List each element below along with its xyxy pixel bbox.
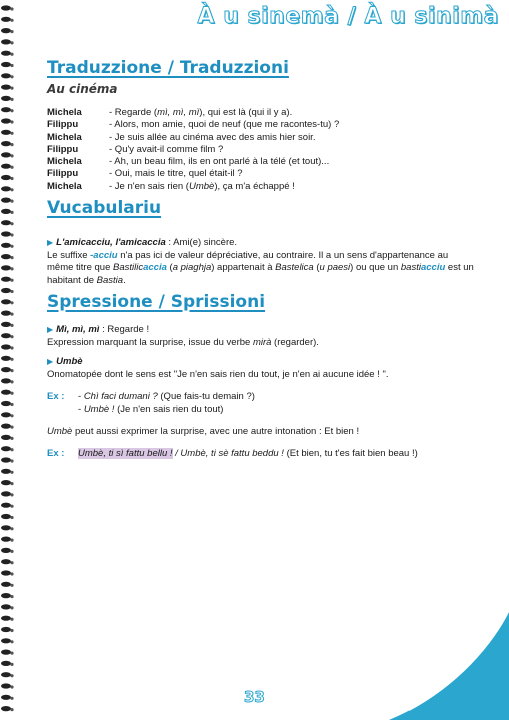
spiral-hole — [10, 211, 13, 214]
corner-decoration — [389, 610, 509, 720]
spiral-coil — [1, 130, 11, 135]
spiral-hole — [10, 392, 13, 395]
spiral-coil — [1, 265, 11, 270]
spiral-coil — [1, 616, 11, 621]
spiral-coil — [1, 480, 11, 485]
spiral-coil — [1, 85, 11, 90]
spiral-coil — [1, 695, 11, 700]
section-title-traduzzione: Traduzzione / Traduzzioni — [47, 58, 289, 78]
spiral-coil — [1, 288, 11, 293]
spiral-hole — [10, 245, 13, 248]
speaker: Filippu — [47, 119, 79, 131]
spiral-coil — [1, 356, 11, 361]
spiral-hole — [10, 426, 13, 429]
spiral-coil — [1, 62, 11, 67]
spiral-coil — [1, 5, 11, 10]
bullet-triangle-icon: ▶ — [47, 357, 54, 366]
spiral-hole — [10, 233, 13, 236]
spiral-hole — [10, 527, 13, 530]
spiral-coil — [1, 73, 11, 78]
page-number: 33 — [244, 688, 265, 706]
spiral-binding — [0, 0, 16, 720]
spiral-hole — [10, 482, 13, 485]
speaker: Michela — [47, 107, 82, 118]
line-text: - Je n'en sais rien (Umbè), ça m'a échappé ! — [109, 180, 295, 192]
spiral-coil — [1, 401, 11, 406]
spiral-hole — [10, 177, 13, 180]
spiral-hole — [10, 561, 13, 564]
spiral-coil — [1, 706, 11, 711]
spiral-hole — [10, 584, 13, 587]
vocab-term: L'amicacciu, l'amicaccia — [56, 237, 166, 248]
spiral-hole — [10, 448, 13, 451]
vocabulary-entry: ▶ L'amicacciu, l'amicaccia : Ami(e) sincère. Le suffixe -acciu n'a pas ici de valeur dépréciative, au contraire. Il a un sens d'appartenance au même titre que Bastilicaccia (a piaghja) appartenait à Bastelica (u paesi) ou que un bastiacciu est un habitant de Bastia. — [47, 237, 477, 287]
spiral-coil — [1, 378, 11, 383]
spiral-coil — [1, 457, 11, 462]
dialogue — [47, 107, 339, 193]
spiral-hole — [10, 539, 13, 542]
vocab-explanation: Le suffixe -acciu n'a pas ici de valeur dépréciative, au contraire. Il a un sens d'appartenance au même titre que Bastilicaccia (a piaghja) appartenait à Bastelica (u paesi) ou que un bastiacciu est un habitant de Bastia. — [47, 249, 474, 286]
spiral-hole — [10, 505, 13, 508]
spiral-coil — [1, 559, 11, 564]
spiral-hole — [10, 414, 13, 417]
spiral-hole — [10, 369, 13, 372]
speaker: Filippu — [47, 168, 79, 180]
spiral-coil — [1, 604, 11, 609]
spiral-hole — [10, 120, 13, 123]
line-text: - Qu'y avait-il comme film ? — [109, 143, 224, 155]
expression-mi-mi-mi: ▶ Mì, mì, mì : Regarde ! Expression marquant la surprise, issue du verbe mirà (regarder). — [47, 324, 319, 348]
example-2: Ex : Umbè, ti sì fattu bellu ! / Umbè, ti sè fattu beddu ! (Et bien, tu t'es fait bien beau !) — [47, 448, 418, 459]
spiral-hole — [10, 166, 13, 169]
spiral-hole — [10, 30, 13, 33]
spiral-hole — [10, 685, 13, 688]
spiral-hole — [10, 652, 13, 655]
spiral-coil — [1, 390, 11, 395]
speaker: Michela — [47, 156, 82, 168]
spiral-coil — [1, 582, 11, 587]
spiral-hole — [10, 222, 13, 225]
example-label: Ex : — [47, 391, 65, 402]
section-title-spressione: Spressione / Sprissioni — [47, 292, 266, 312]
bullet-triangle-icon: ▶ — [47, 325, 54, 334]
spiral-coil — [1, 344, 11, 349]
spiral-hole — [10, 663, 13, 666]
section-title-vucabulariu: Vucabulariu — [47, 198, 162, 218]
spiral-hole — [10, 572, 13, 575]
spiral-hole — [10, 7, 13, 10]
spiral-hole — [10, 301, 13, 304]
spiral-coil — [1, 17, 11, 22]
spiral-hole — [10, 256, 13, 259]
spiral-coil — [1, 661, 11, 666]
line-text: - Je suis allée au cinéma avec des amis hier soir. — [109, 131, 316, 143]
spiral-hole — [10, 200, 13, 203]
spiral-hole — [10, 380, 13, 383]
line-text: - Alors, mon amie, quoi de neuf (que me racontes-tu) ? — [109, 119, 340, 131]
speaker: Michela — [47, 180, 82, 192]
speaker: Michela — [47, 131, 82, 143]
dialogue-line — [47, 119, 339, 131]
spiral-coil — [1, 446, 11, 451]
spiral-hole — [10, 154, 13, 157]
spiral-hole — [10, 471, 13, 474]
example-label: Ex : — [47, 448, 65, 459]
dialogue-line — [47, 144, 339, 156]
spiral-hole — [10, 697, 13, 700]
spiral-coil — [1, 209, 11, 214]
spiral-coil — [1, 118, 11, 123]
spiral-hole — [10, 629, 13, 632]
spiral-coil — [1, 198, 11, 203]
dialogue-line — [47, 181, 339, 193]
speaker: Filippu — [47, 143, 79, 155]
subtitle-au-cinema: Au cinéma — [47, 82, 118, 96]
spiral-coil — [1, 672, 11, 677]
bullet-triangle-icon: ▶ — [47, 238, 54, 247]
spiral-coil — [1, 277, 11, 282]
spiral-coil — [1, 537, 11, 542]
spiral-coil — [1, 220, 11, 225]
spiral-hole — [10, 550, 13, 553]
spiral-hole — [10, 346, 13, 349]
spiral-hole — [10, 53, 13, 56]
spiral-coil — [1, 254, 11, 259]
spiral-coil — [1, 424, 11, 429]
expression-umbe: ▶ Umbè Onomatopée dont le sens est "Je n'en sais rien du tout, je n'en ai aucune idée ! ". — [47, 356, 389, 380]
spiral-hole — [10, 87, 13, 90]
spiral-hole — [10, 595, 13, 598]
spiral-coil — [1, 322, 11, 327]
spiral-hole — [10, 267, 13, 270]
spiral-hole — [10, 674, 13, 677]
spiral-coil — [1, 299, 11, 304]
spiral-hole — [10, 41, 13, 44]
spiral-coil — [1, 469, 11, 474]
dialogue-line — [47, 107, 339, 119]
spiral-hole — [10, 459, 13, 462]
spiral-hole — [10, 358, 13, 361]
dialogue-line — [47, 168, 339, 180]
spiral-coil — [1, 333, 11, 338]
spiral-hole — [10, 437, 13, 440]
line-text: - Ah, un beau film, ils en ont parlé à la télé (et tout)... — [109, 156, 330, 168]
line-text: - Oui, mais le titre, quel était-il ? — [109, 168, 243, 180]
spiral-coil — [1, 28, 11, 33]
spiral-hole — [10, 516, 13, 519]
spiral-hole — [10, 335, 13, 338]
spiral-hole — [10, 403, 13, 406]
spiral-hole — [10, 143, 13, 146]
spiral-hole — [10, 290, 13, 293]
spiral-coil — [1, 570, 11, 575]
spiral-hole — [10, 98, 13, 101]
spiral-coil — [1, 96, 11, 101]
dialogue-line — [47, 156, 339, 168]
spiral-hole — [10, 279, 13, 282]
spiral-coil — [1, 514, 11, 519]
spiral-hole — [10, 188, 13, 191]
spiral-coil — [1, 435, 11, 440]
example-1: Ex : - Chì faci dumani ? (Que fais-tu demain ?) - Umbè ! (Je n'en sais rien du tout) — [47, 391, 255, 415]
spiral-hole — [10, 132, 13, 135]
spiral-hole — [10, 313, 13, 316]
spiral-coil — [1, 243, 11, 248]
spiral-hole — [10, 64, 13, 67]
umbe-surprise-note: Umbè peut aussi exprimer la surprise, avec une autre intonation : Et bien ! — [47, 426, 360, 437]
spiral-coil — [1, 638, 11, 643]
spiral-coil — [1, 491, 11, 496]
line-text: - Regarde (mì, mì, mì), qui est là (qui il y a). — [109, 107, 293, 118]
spiral-coil — [1, 412, 11, 417]
highlighted-phrase: Umbè, ti sì fattu bellu ! — [78, 448, 173, 459]
spiral-coil — [1, 107, 11, 112]
dialogue-line — [47, 132, 339, 144]
spiral-hole — [10, 109, 13, 112]
spiral-coil — [1, 141, 11, 146]
spiral-coil — [1, 650, 11, 655]
chapter-header: À u sinemà / À u sinimà — [197, 4, 499, 29]
spiral-coil — [1, 311, 11, 316]
spiral-hole — [10, 19, 13, 22]
spiral-coil — [1, 164, 11, 169]
spiral-coil — [1, 503, 11, 508]
spiral-hole — [10, 606, 13, 609]
spiral-coil — [1, 683, 11, 688]
spiral-coil — [1, 593, 11, 598]
spiral-coil — [1, 525, 11, 530]
spiral-coil — [1, 175, 11, 180]
spiral-coil — [1, 39, 11, 44]
spiral-hole — [10, 640, 13, 643]
spiral-coil — [1, 367, 11, 372]
spiral-hole — [10, 324, 13, 327]
spiral-coil — [1, 548, 11, 553]
spiral-coil — [1, 152, 11, 157]
spiral-coil — [1, 51, 11, 56]
spiral-hole — [10, 708, 13, 711]
spiral-coil — [1, 186, 11, 191]
spiral-coil — [1, 627, 11, 632]
spiral-coil — [1, 231, 11, 236]
spiral-hole — [10, 75, 13, 78]
spiral-hole — [10, 493, 13, 496]
spiral-hole — [10, 618, 13, 621]
